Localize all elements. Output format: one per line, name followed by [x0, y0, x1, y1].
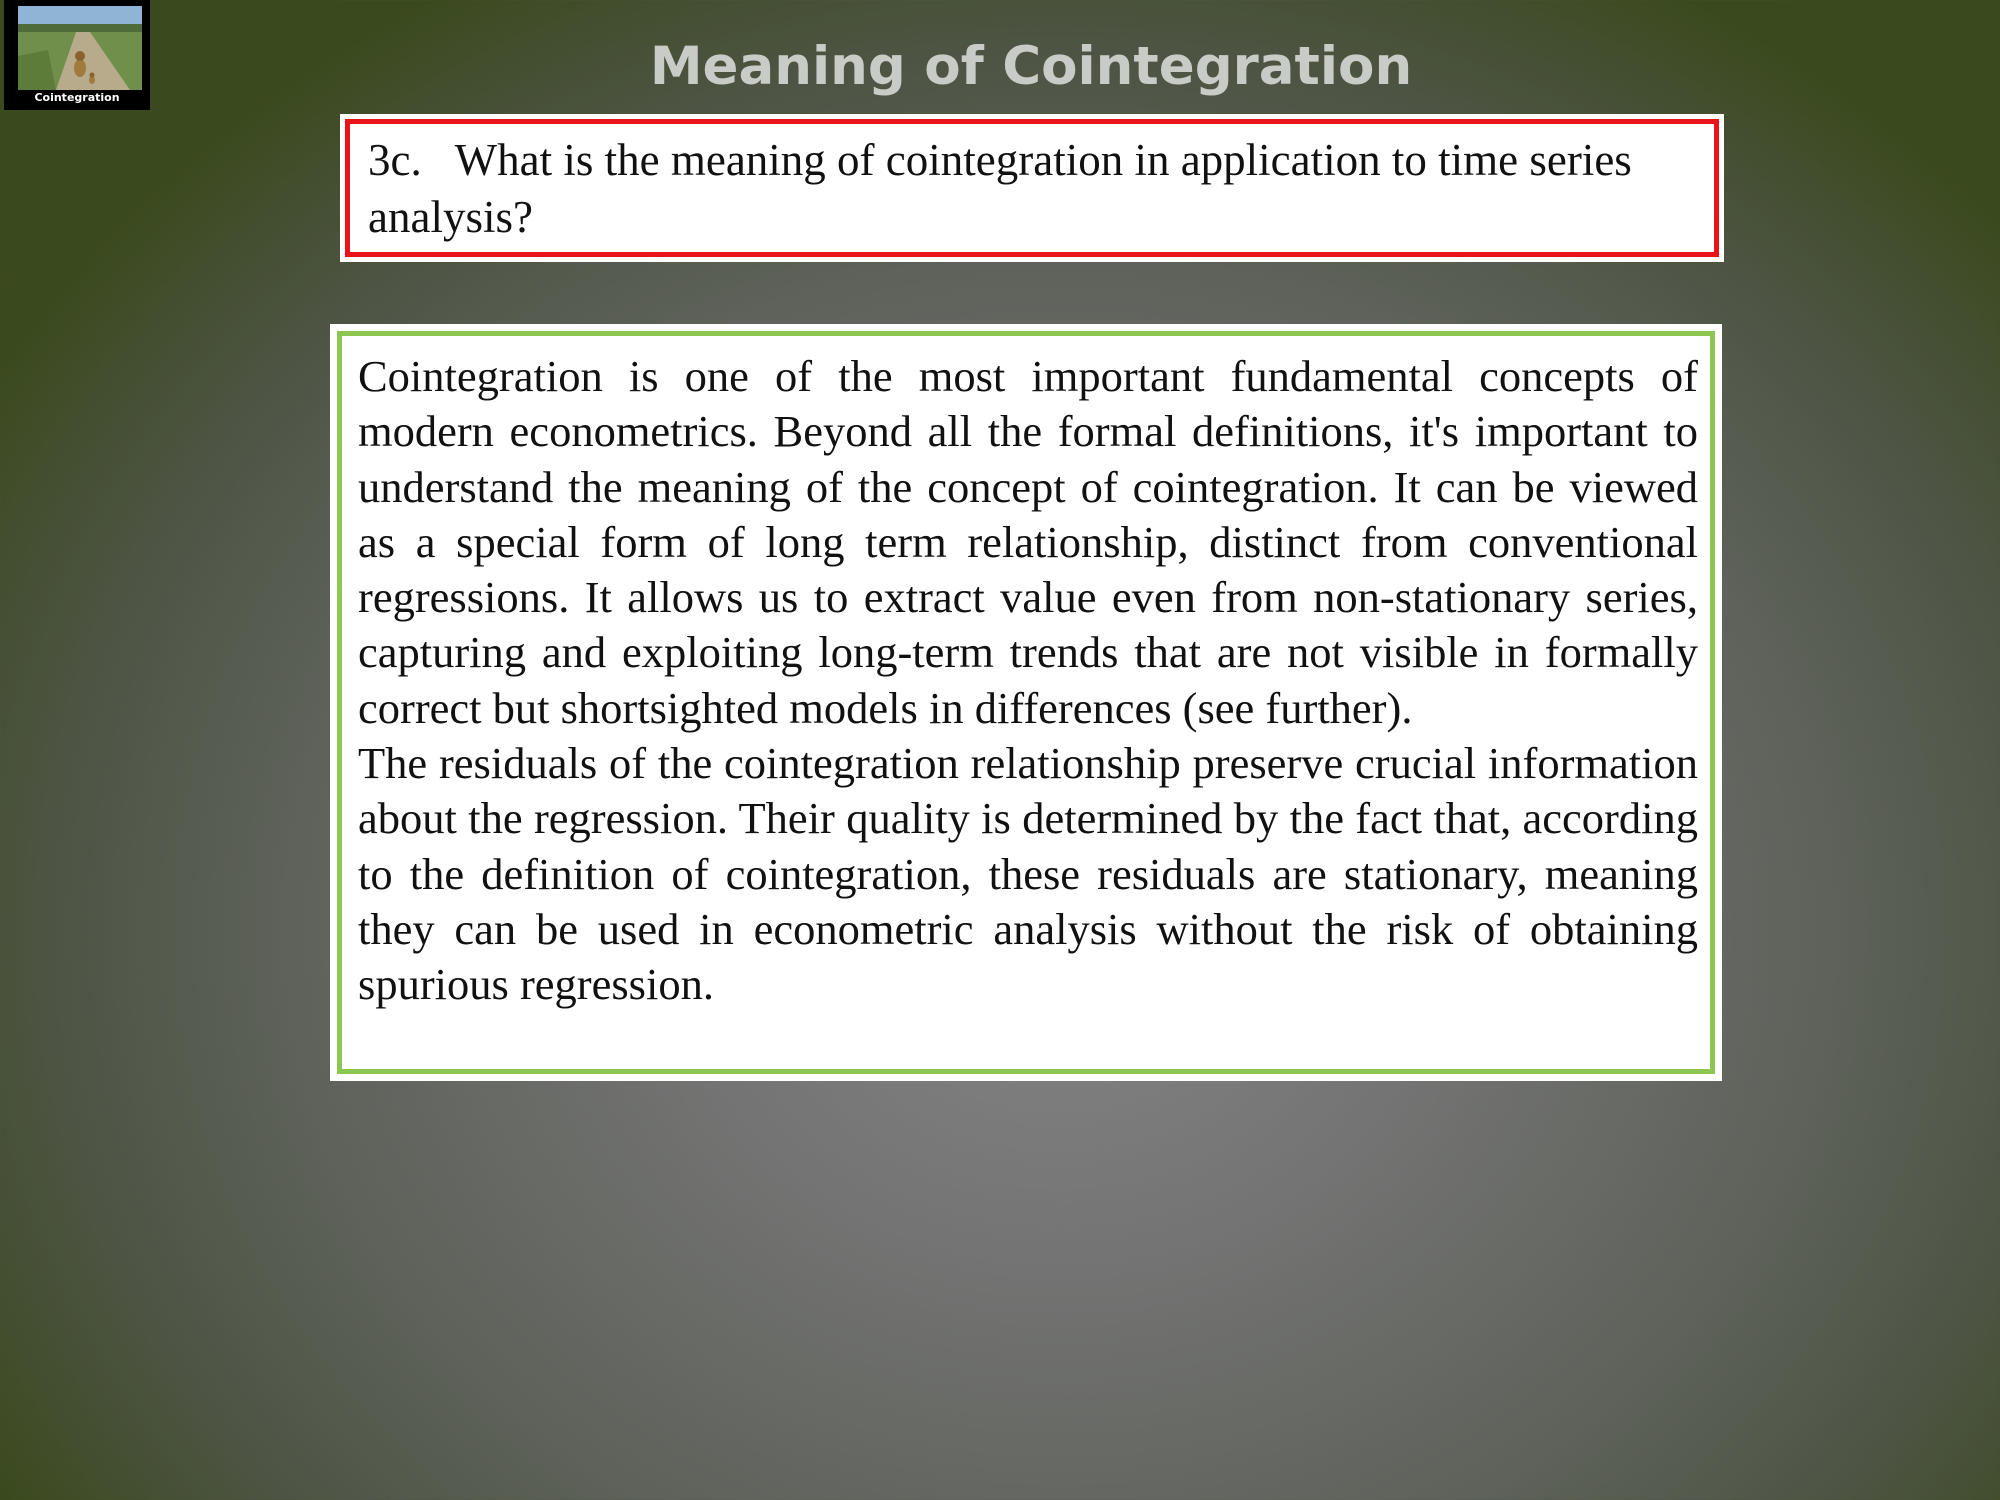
thumbnail-label: Cointegration — [34, 91, 120, 104]
question-box — [340, 114, 1724, 262]
question-text: 3c. What is the meaning of cointegration in application to time series analysis? — [368, 135, 1644, 242]
answer-box — [330, 324, 1722, 1081]
answer-frame — [337, 331, 1715, 1074]
question-frame — [345, 119, 1719, 257]
answer-paragraph-2: The residuals of the cointegration relationship preserve crucial information about the regression. Their quality is determined by the fact that, according to the definition of cointegration, these residuals are stationary, meaning they can be used in econometric analysis without the risk of obtaining spurious regression. — [358, 738, 1698, 1010]
answer-paragraph-1: Cointegration is one of the most important fundamental concepts of modern econometrics. Beyond all the formal definitions, it's important to understand the meaning of the concept of cointegration. It can be viewed as a special form of long term relationship, distinct from conventional regressions. It allows us to extract value even from non-stationary series, capturing and exploiting long-term trends that are not visible in formally correct but shortsighted models in differences (see further). — [358, 351, 1698, 733]
slide-title: Meaning of Cointegration — [649, 36, 1413, 97]
